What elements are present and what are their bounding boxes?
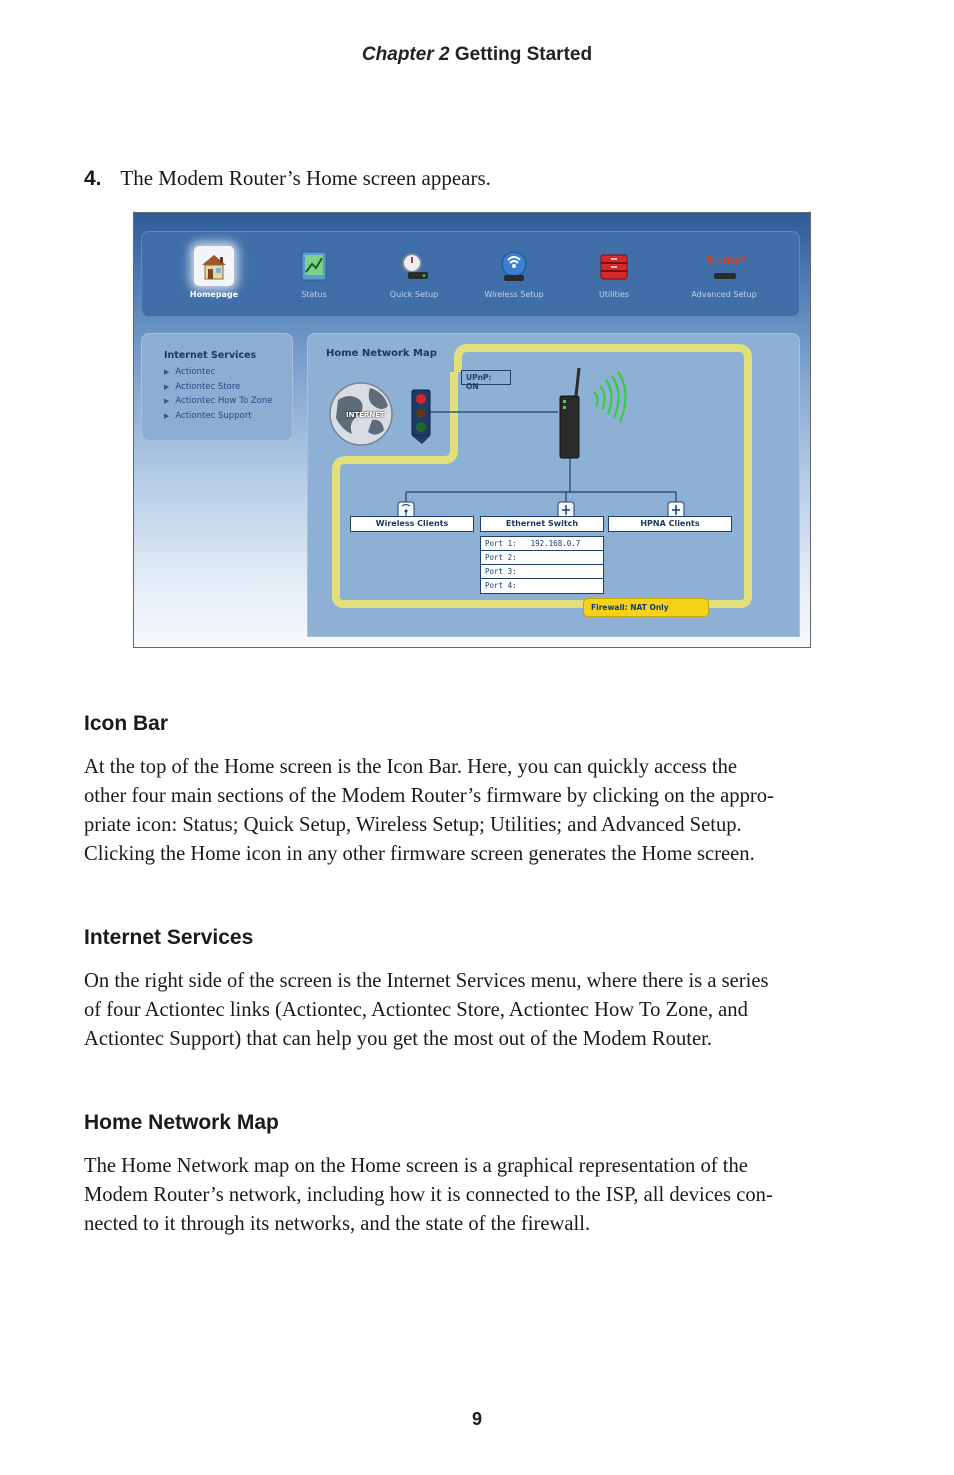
icon-bar-advanced-setup[interactable] <box>674 246 774 299</box>
running-head <box>0 44 954 66</box>
icon-bar-label: Wireless Setup <box>484 290 544 299</box>
advanced-icon <box>704 246 744 286</box>
icon-bar-label: Quick Setup <box>389 290 439 299</box>
home-icon <box>194 246 234 286</box>
ethernet-ports-table <box>480 536 604 594</box>
internet-services-panel <box>141 333 293 441</box>
heading-icon-bar: Icon Bar <box>84 712 169 735</box>
utilities-icon <box>594 246 634 286</box>
upnp-status[interactable]: UPnP: ON <box>461 370 511 385</box>
link-actiontec-support[interactable]: ▶ Actiontec Support <box>164 409 292 424</box>
port-row[interactable]: Port 3: <box>481 565 603 579</box>
wifi-signal-icon <box>594 372 626 422</box>
icon-bar-label: Status <box>301 290 327 299</box>
heading-home-network-map: Home Network Map <box>84 1111 279 1134</box>
map-title: Home Network Map <box>326 348 437 359</box>
wireless-icon <box>494 246 534 286</box>
internet-label: INTERNET <box>346 411 385 419</box>
paragraph-internet-services: On the right side of the screen is the Internet Services menu, where there is a series of four Actiontec links (Actiontec, Actiontec Store, Actiontec How To Zone, and Actiontec Support) that can help you get the most out of the Modem Router. <box>84 970 769 1050</box>
icon-bar-label: Utilities <box>598 290 630 299</box>
paragraph-home-network-map: The Home Network map on the Home screen is a graphical representation of the Modem Router’s network, including how it is connected to the ISP, all devices con- nected to it through its networks, and the state of the firewall. <box>84 1155 773 1235</box>
firewall-status[interactable]: Firewall: NAT Only <box>583 598 709 617</box>
icon-bar-status[interactable] <box>264 246 364 299</box>
step-text: The Modem Router’s Home screen appears. <box>120 166 491 190</box>
status-icon <box>294 246 334 286</box>
icon-bar-wireless-setup[interactable] <box>464 246 564 299</box>
port-ip: 192.168.0.7 <box>530 539 581 548</box>
port-row[interactable]: Port 1: 192.168.0.7 <box>481 537 603 551</box>
wireless-clients-box[interactable]: Wireless Clients <box>350 516 474 532</box>
icon-bar-quick-setup[interactable] <box>364 246 464 299</box>
connection-status-light-icon <box>412 390 430 444</box>
emc2-glyph: E=mc² <box>706 254 746 267</box>
chapter-label: Chapter 2 <box>361 44 450 65</box>
modem-router-icon <box>560 368 579 458</box>
port-row[interactable]: Port 4: <box>485 581 517 590</box>
link-actiontec-store[interactable]: ▶ Actiontec Store <box>164 380 292 395</box>
home-screen-screenshot <box>133 212 811 648</box>
hpna-clients-box[interactable]: HPNA Clients <box>608 516 732 532</box>
step-4 <box>84 166 491 191</box>
icon-bar-homepage[interactable] <box>164 246 264 299</box>
link-actiontec[interactable]: ▶ Actiontec <box>164 365 292 380</box>
chapter-title: Getting Started <box>454 44 593 65</box>
page-number: 9 <box>471 1409 482 1429</box>
paragraph-icon-bar: At the top of the Home screen is the Icon Bar. Here, you can quickly access the other four main sections of the Modem Router’s firmware by clicking on the appro- priate icon: Status; Quick Setup, Wireless Setup; Utilities; and Advanced Setup. Clicking the Home icon in any other firmware screen generates the Home screen. <box>84 756 774 865</box>
icon-bar-label: Homepage <box>189 290 239 299</box>
step-number: 4. <box>84 167 102 190</box>
ethernet-switch-box[interactable]: Ethernet Switch <box>480 516 604 532</box>
icon-bar-label: Advanced Setup <box>691 290 757 299</box>
internet-services-title: Internet Services <box>164 350 257 361</box>
icon-bar-utilities[interactable] <box>564 246 664 299</box>
heading-internet-services: Internet Services <box>84 926 254 949</box>
home-network-map-panel <box>307 333 800 637</box>
port-row[interactable]: Port 2: <box>481 551 603 565</box>
link-actiontec-how-to-zone[interactable]: ▶ Actiontec How To Zone <box>164 394 292 409</box>
icon-bar <box>141 231 800 317</box>
quick-setup-icon <box>394 246 434 286</box>
